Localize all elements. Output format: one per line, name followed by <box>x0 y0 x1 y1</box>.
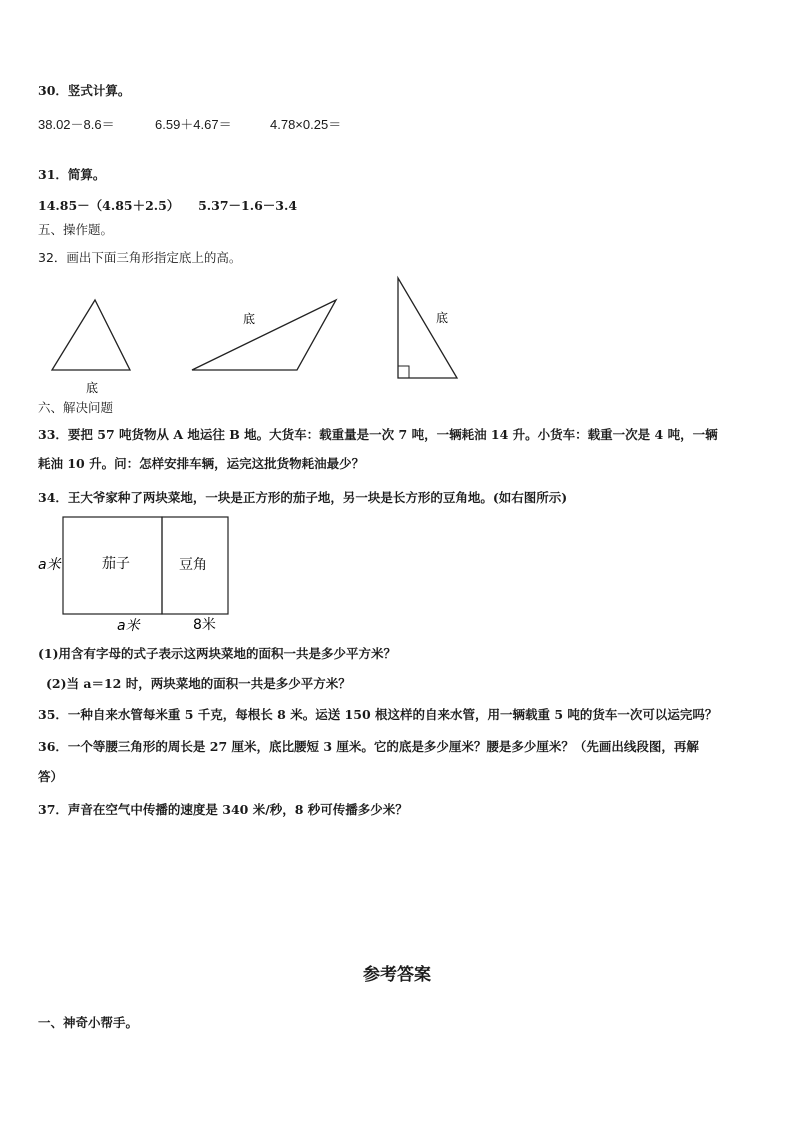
eggplant-label: 茄子 <box>102 556 130 572</box>
answer-section-1: 一、神奇小帮手。 <box>38 1015 139 1030</box>
q33-line-1: 33．要把 57 吨货物从 A 地运往 B 地。大货车：载重量是一次 7 吨，一辆耗油 14 升。小货车：载重一次是 4 吨，一辆 <box>38 427 718 442</box>
q36-line-1: 36．一个等腰三角形的周长是 27 厘米，底比腰短 3 厘米。它的底是多少厘米？腰是多少厘米？（先画出线段图，再解 <box>38 739 699 754</box>
triangle-3 <box>398 278 457 378</box>
q30-expr-3: 4.78×0.25＝ <box>270 117 342 132</box>
q30-title: 30．竖式计算。 <box>38 83 131 98</box>
q31-title: 31．简算。 <box>38 167 106 182</box>
q34-sub-1: (1)用含有字母的式子表示这两块菜地的面积一共是多少平方米？ <box>38 646 397 661</box>
right-angle-mark <box>398 366 409 378</box>
q32-title: 32．画出下面三角形指定底上的高。 <box>38 250 242 265</box>
q33-line-2: 耗油 10 升。问：怎样安排车辆，运完这批货物耗油最少？ <box>38 456 365 471</box>
triangle-2-base-label: 底 <box>243 312 256 326</box>
q37: 37．声音在空气中传播的速度是 340 米/秒，8 秒可传播多少米？ <box>38 802 408 817</box>
section-6-heading: 六、解决问题 <box>38 400 114 415</box>
q34-title: 34．王大爷家种了两块菜地，一块是正方形的茄子地，另一块是长方形的豆角地。(如右图所示) <box>38 490 568 505</box>
q34-garden-figure <box>0 510 300 640</box>
triangle-2 <box>192 300 336 370</box>
q32-triangles-figure <box>0 270 794 400</box>
q30-expr-2: 6.59＋4.67＝ <box>155 117 232 132</box>
q30-expr-1: 38.02－8.6＝ <box>38 117 115 132</box>
q34-sub-2: (2)当 a＝12 时，两块菜地的面积一共是多少平方米？ <box>46 676 351 691</box>
beans-label: 豆角 <box>179 557 207 573</box>
q35: 35．一种自来水管每米重 5 千克，每根长 8 米。运送 150 根这样的自来水管，用一辆载重 5 吨的货车一次可以运完吗？ <box>38 707 718 722</box>
bottom-8-label: 8米 <box>193 617 216 633</box>
q31-expressions: 14.85－（4.85＋2.5） 5.37－1.6－3.4 <box>38 198 298 213</box>
triangle-1-base-label: 底 <box>86 381 99 395</box>
section-5-heading: 五、操作题。 <box>38 222 114 237</box>
bottom-a-label: a米 <box>117 618 140 634</box>
q36-line-2: 答） <box>38 769 64 784</box>
side-length-label: a米 <box>38 557 61 573</box>
answer-title: 参考答案 <box>363 965 431 985</box>
triangle-1 <box>52 300 130 370</box>
triangle-3-base-label: 底 <box>436 311 449 325</box>
